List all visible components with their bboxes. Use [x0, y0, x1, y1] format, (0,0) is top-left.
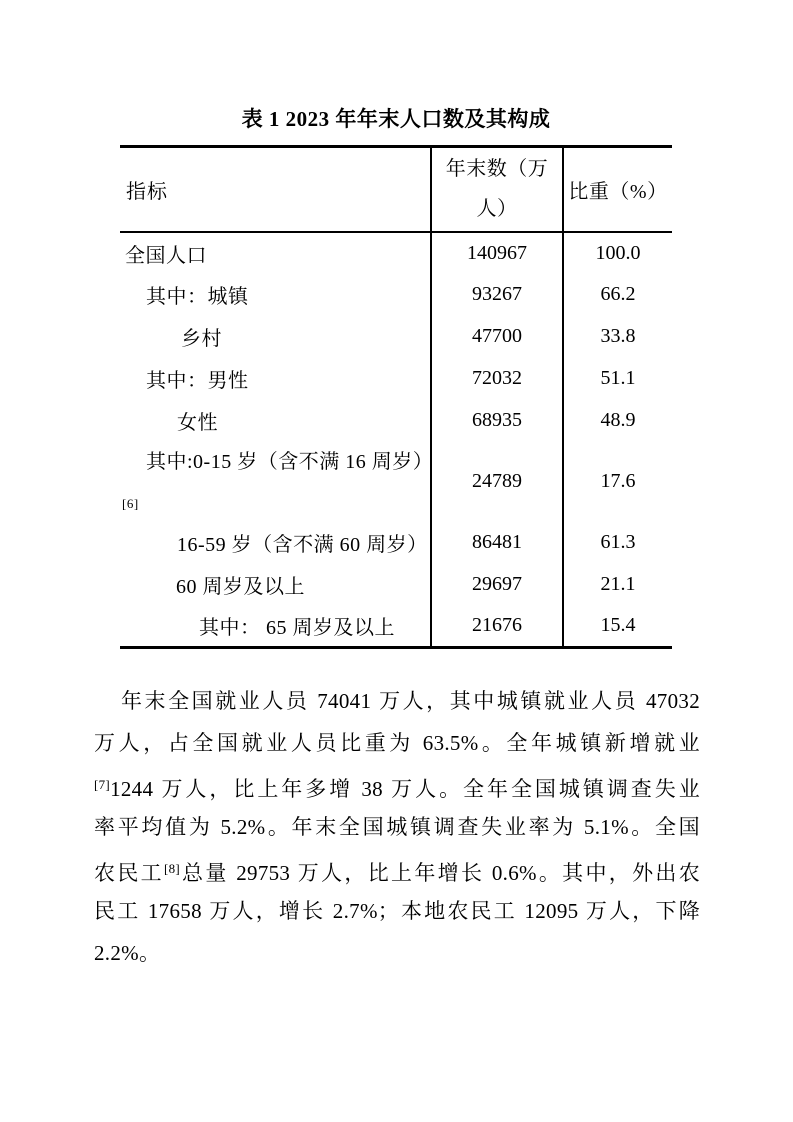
table-row: [120, 274, 672, 316]
table-header-row: [120, 147, 672, 232]
paragraph-text: 万人，占全国就业人员比重为 63.5%。全年城镇新增就业: [94, 731, 700, 755]
paragraph-text: 年末全国就业人员 74041 万人，其中城镇就业人员 47032: [121, 689, 700, 713]
table-row: [120, 522, 672, 564]
footnote-marker: [6]: [122, 495, 139, 511]
paragraph-line: [94, 680, 700, 722]
row-value: 21676: [431, 606, 563, 648]
table-row: [120, 358, 672, 400]
row-value: 140967: [431, 232, 563, 274]
row-share: 15.4: [600, 614, 636, 637]
col-header-value-line2: 人）: [476, 198, 518, 221]
row-value: 86481: [431, 522, 563, 564]
row-label: 16-59 岁（含不满 60 周岁）: [177, 534, 428, 556]
population-table: [120, 145, 672, 649]
col-header-value: [431, 147, 563, 232]
footnote-marker: [8]: [163, 861, 181, 876]
paragraph-text: 民工 17658 万人，增长 2.7%；本地农民工 12095 万人，下降: [94, 899, 700, 923]
table-row: [120, 400, 672, 442]
paragraph-text: 1244 万人，比上年多增 38 万人。全年全国城镇调查失业: [110, 777, 700, 801]
paragraph-text: 总量 29753 万人，比上年增长 0.6%。其中，外出农: [180, 861, 700, 885]
paragraph-line: [94, 722, 700, 764]
row-label: 女性: [177, 412, 218, 434]
table-row: [120, 232, 672, 274]
row-value: 29697: [431, 564, 563, 606]
col-header-share: 比重（%）: [568, 180, 668, 203]
row-share: 17.6: [600, 470, 636, 492]
row-label-cell: [120, 442, 434, 522]
paragraph-text: 农民工: [94, 861, 164, 885]
row-label: 乡村: [181, 328, 222, 350]
row-label: 60 周岁及以上: [176, 576, 305, 598]
paragraph-line: [94, 806, 700, 848]
table-body: [120, 147, 672, 648]
row-share: 21.1: [600, 573, 636, 595]
paragraph-text: 2.2%。: [94, 941, 161, 965]
col-header-value-line1: 年末数（万: [445, 158, 549, 181]
table-row: [120, 442, 672, 522]
paragraph-text: 率平均值为 5.2%。年末全国城镇调查失业率为 5.1%。全国: [94, 815, 700, 839]
paragraph-line: [94, 764, 700, 806]
row-value: 93267: [431, 274, 563, 316]
row-share: 33.8: [600, 325, 636, 347]
table-title: 表 1 2023 年年末人口数及其构成: [241, 107, 551, 131]
row-label: 其中： 65 周岁及以上: [199, 617, 395, 640]
paragraph-line: [94, 890, 700, 932]
row-share: 100.0: [595, 241, 641, 264]
row-value: 68935: [431, 400, 563, 442]
row-share: 61.3: [600, 531, 636, 553]
row-share: 66.2: [600, 283, 636, 305]
paragraph-line: [94, 848, 700, 890]
paragraph-line: [94, 932, 700, 974]
table-row: [120, 606, 672, 648]
row-value: 47700: [431, 316, 563, 358]
table-row: [120, 316, 672, 358]
row-label: 其中：男性: [146, 370, 249, 392]
row-value: 72032: [431, 358, 563, 400]
row-label: 全国人口: [125, 244, 207, 267]
row-share: 51.1: [600, 367, 636, 389]
row-share: 48.9: [600, 409, 636, 431]
table-row: [120, 564, 672, 606]
col-header-indicator: 指标: [126, 180, 168, 203]
footnote-marker: [7]: [94, 777, 111, 792]
body-paragraph: [94, 680, 700, 974]
footnote-line: [120, 482, 430, 522]
row-label: 其中:0-15 岁（含不满 16 周岁）: [146, 450, 434, 473]
row-label: 其中：城镇: [146, 286, 249, 308]
row-value: 24789: [431, 442, 563, 522]
